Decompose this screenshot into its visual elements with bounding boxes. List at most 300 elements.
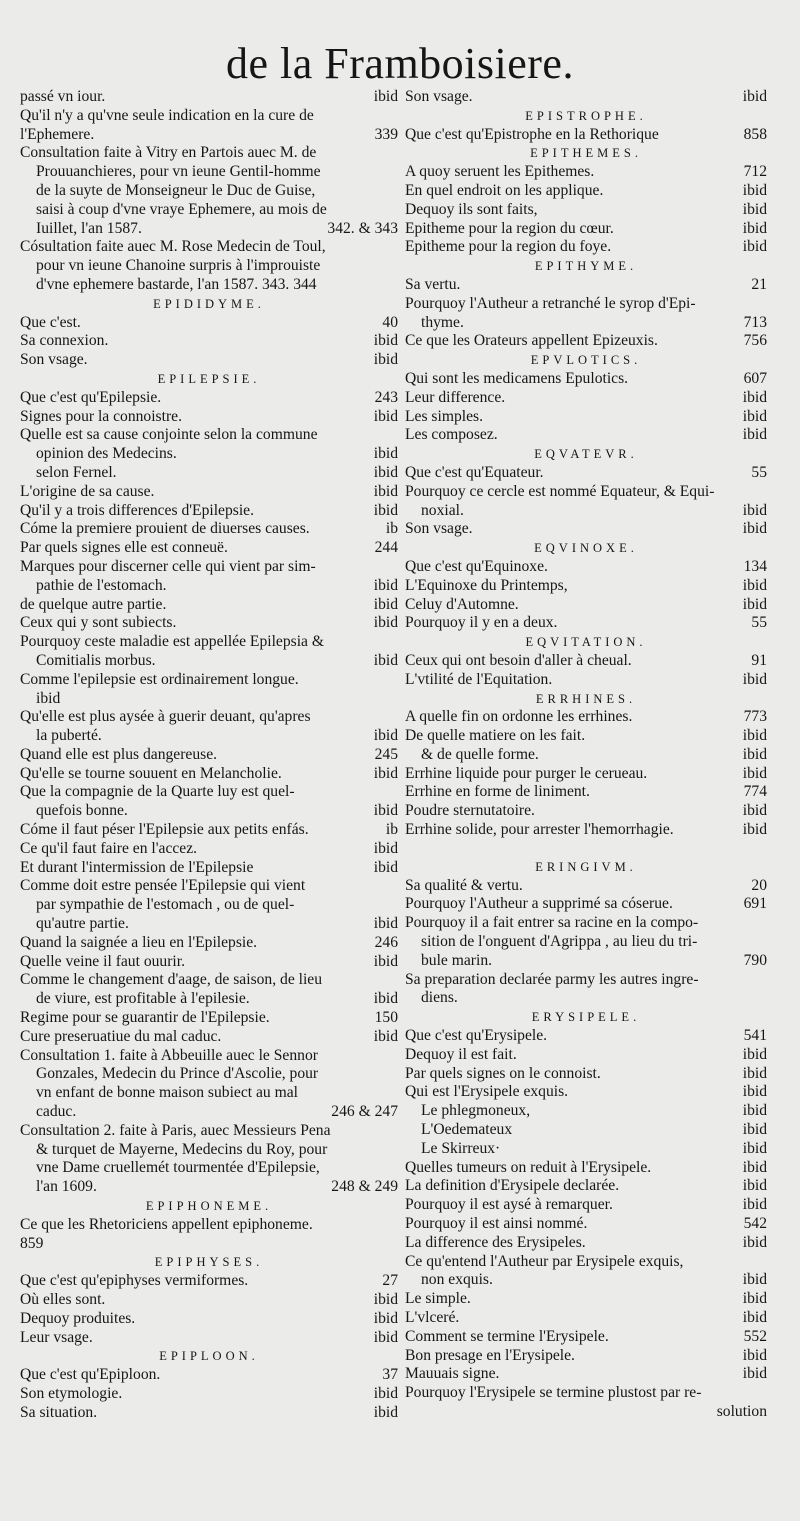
entry-continuation <box>20 577 398 596</box>
page-ref: 607 <box>743 369 767 387</box>
index-entry <box>20 840 398 859</box>
entry-text: Ce qu'il faut faire en l'accez. <box>20 839 198 857</box>
index-entry <box>405 238 767 257</box>
page-ref: ibid <box>742 501 767 519</box>
index-entry <box>405 765 767 784</box>
page-ref: ibid <box>742 388 767 406</box>
entry-continuation: & turquet de Mayerne, Medecins du Roy, pour <box>36 1140 328 1158</box>
page-ref: ibid <box>373 952 398 970</box>
page-ref: 244 <box>374 539 398 557</box>
entry-text: Epitheme pour la region du cœur. <box>405 219 614 237</box>
index-entry <box>405 821 767 840</box>
page-ref: 246 <box>374 933 398 951</box>
page-ref: ibid <box>373 839 398 857</box>
page-ref: ibid <box>373 614 398 632</box>
index-entry <box>405 389 767 408</box>
entry-text: A quelle fin on ordonne les errhines. <box>405 708 633 726</box>
entry-text: Ceux qui y sont subiects. <box>20 614 177 632</box>
entry-text: Cóme la premiere prouient de diuerses causes. <box>20 520 310 538</box>
page-ref: ibid <box>373 990 398 1008</box>
entry-text: & de quelle forme. <box>421 745 539 763</box>
index-entry <box>20 88 398 107</box>
index-entry <box>20 314 398 333</box>
index-entry <box>20 765 398 784</box>
entry-text: l'an 1609. <box>36 1178 97 1196</box>
entry-text: Où elles sont. <box>20 1291 106 1308</box>
section-heading: EPILEPSIE. <box>157 371 261 386</box>
index-entry <box>20 332 398 351</box>
index-entry <box>20 1009 398 1028</box>
index-entry <box>405 652 767 671</box>
page-ref: ibid <box>742 1121 767 1139</box>
entry-text: Son vsage. <box>405 88 473 105</box>
entry-continuation <box>20 445 398 464</box>
index-entry <box>405 295 767 314</box>
entry-text: Pourquoy il est aysé à remarquer. <box>405 1196 613 1214</box>
index-entry <box>405 1347 767 1366</box>
page-ref: 55 <box>751 463 767 481</box>
entry-text: L'vlceré. <box>405 1309 460 1326</box>
index-column-left <box>20 88 398 1423</box>
entry-text: Que c'est qu'Epistrophe en la Rethorique <box>405 125 659 143</box>
entry-continuation <box>20 220 398 239</box>
index-entry <box>20 596 398 615</box>
entry-continuation: solution <box>716 1402 767 1420</box>
page-ref: 756 <box>743 332 767 350</box>
entry-text: Errhine en forme de liniment. <box>405 783 590 801</box>
entry-text: Dequoy ils sont faits, <box>405 200 538 218</box>
entry-text: opinion des Medecins. <box>36 445 177 463</box>
entry-text: Qu'elle se tourne souuent en Melancholie. <box>20 764 282 782</box>
entry-text: Par quels signes elle est conneuë. <box>20 539 228 557</box>
page-ref: 150 <box>374 1009 398 1027</box>
index-entry <box>405 1046 767 1065</box>
page-ref: ibid <box>373 1309 398 1327</box>
entry-text: Comme doit estre pensée l'Epilepsie qui vient <box>20 877 306 895</box>
page-ref: 541 <box>743 1027 767 1045</box>
index-entry <box>405 276 767 295</box>
page-ref: 27 <box>382 1272 398 1290</box>
page-ref: 246 & 247 <box>331 1103 398 1121</box>
entry-text: Pourquoy il y en a deux. <box>405 614 558 632</box>
index-entry <box>405 783 767 802</box>
entry-text: Sa qualité & vertu. <box>405 876 523 894</box>
page-ref: 713 <box>743 313 767 331</box>
page-ref: ibid <box>742 745 767 763</box>
index-entry <box>405 1234 767 1253</box>
page-ref: 91 <box>751 651 767 669</box>
section-heading: EPIPHYSES. <box>154 1255 264 1270</box>
page-ref: 712 <box>743 163 767 181</box>
page-ref: ibid <box>742 1158 767 1176</box>
entry-continuation <box>405 952 767 971</box>
index-entry <box>20 1272 398 1291</box>
index-entry <box>20 389 398 408</box>
index-column-right <box>405 88 767 1422</box>
page-ref: ibid <box>373 1328 398 1346</box>
entry-text: Qui est l'Erysipele exquis. <box>405 1083 569 1101</box>
index-entry <box>405 1309 767 1328</box>
index-entry <box>20 558 398 577</box>
index-entry <box>405 126 767 145</box>
index-entry <box>20 144 398 163</box>
page-ref: ibid <box>742 1290 767 1308</box>
index-entry <box>405 1159 767 1178</box>
entry-text: Quand la saignée a lieu en l'Epilepsie. <box>20 933 258 951</box>
index-entry <box>20 520 398 539</box>
index-entry <box>405 1384 767 1403</box>
entry-text: Que c'est qu'Epilepsie. <box>20 388 162 406</box>
page-ref: ibid <box>373 1291 398 1308</box>
entry-text: Ceux qui ont besoin d'aller à cheual. <box>405 651 632 669</box>
page-ref: ibid <box>742 764 767 782</box>
page-ref: ibid <box>742 1346 767 1364</box>
index-entry <box>20 746 398 765</box>
page-ref: ibid <box>373 407 398 425</box>
page-ref: ibid <box>742 1233 767 1251</box>
entry-text: Regime pour se guarantir de l'Epilepsie. <box>20 1009 270 1027</box>
entry-text: Errhine liquide pour purger le cerueau. <box>405 764 648 782</box>
entry-continuation <box>405 502 767 521</box>
page-ref: 21 <box>751 275 767 293</box>
index-entry <box>20 1310 398 1329</box>
page-ref: ibid <box>742 727 767 745</box>
entry-text: Que la compagnie de la Quarte luy est quel- <box>20 783 295 801</box>
entry-continuation <box>405 1271 767 1290</box>
index-entry <box>20 1385 398 1404</box>
entry-text: caduc. <box>36 1103 77 1121</box>
entry-text: Quelle veine il faut ouurir. <box>20 952 185 970</box>
index-entry <box>405 1177 767 1196</box>
index-entry <box>405 727 767 746</box>
section-heading: EPITHYME. <box>534 259 638 274</box>
entry-text: non exquis. <box>421 1271 493 1289</box>
entry-text: De quelle matiere on les fait. <box>405 727 586 745</box>
page-ref: ibid <box>742 1102 767 1120</box>
index-entry <box>405 370 767 389</box>
entry-text: Cóme il faut péser l'Epilepsie aux petits enfás. <box>20 821 309 839</box>
entry-text: Que c'est qu'Equinoxe. <box>405 557 548 575</box>
section-heading: EPVLOTICS. <box>530 353 642 368</box>
page-ref: ibid <box>742 1177 767 1195</box>
entry-text: En quel endroit on les applique. <box>405 181 604 199</box>
section-heading: EPITHEMES. <box>530 146 642 161</box>
index-entry <box>20 483 398 502</box>
entry-continuation: de la suyte de Monseigneur le Duc de Guise, <box>36 181 316 199</box>
page-ref: ibid <box>742 1045 767 1063</box>
entry-text: Le phlegmoneux, <box>421 1102 531 1120</box>
entry-text: Qu'il y a trois differences d'Epilepsie. <box>20 501 254 519</box>
entry-continuation <box>20 802 398 821</box>
entry-text: Pourquoy il est ainsi nommé. <box>405 1215 588 1233</box>
entry-text: Pourquoy il a fait entrer sa racine en la compo- <box>405 914 699 932</box>
entry-text: Les composez. <box>405 426 498 444</box>
entry-continuation: sition de l'onguent d'Agrippa , au lieu du tri- <box>421 933 698 951</box>
index-entry <box>20 126 398 145</box>
page-ref: ibid <box>373 351 398 369</box>
entry-text: Iuillet, l'an 1587. <box>36 219 142 237</box>
entry-text: l'Ephemere. <box>20 125 95 143</box>
entry-text: pathie de l'estomach. <box>36 576 167 594</box>
entry-continuation: ibid <box>36 689 61 707</box>
entry-text: Consultation faite à Vitry en Partois auec M. de <box>20 144 317 162</box>
entry-continuation: pour vn ieune Chanoine surpris à l'improuiste <box>36 257 321 275</box>
entry-text: Le simple. <box>405 1290 471 1308</box>
entry-text: Errhine solide, pour arrester l'hemorrhagie. <box>405 821 674 839</box>
entry-text: Signes pour la connoistre. <box>20 407 182 425</box>
entry-text: Son etymologie. <box>20 1384 123 1402</box>
entry-text: Comme l'epilepsie est ordinairement longue. <box>20 670 299 688</box>
entry-text: Poudre sternutatoire. <box>405 802 535 820</box>
index-entry <box>20 1028 398 1047</box>
page-ref: ib <box>385 520 398 538</box>
entry-text: Les simples. <box>405 407 483 425</box>
entry-continuation <box>20 990 398 1009</box>
page-ref: 774 <box>743 783 767 801</box>
entry-text: Pourquoy ceste maladie est appellée Epilepsia & <box>20 633 324 651</box>
page-ref: ibid <box>742 181 767 199</box>
index-entry <box>405 1065 767 1084</box>
section-heading: EPIPLOON. <box>159 1349 259 1364</box>
entry-text: qu'autre partie. <box>36 915 129 933</box>
index-entry <box>405 614 767 633</box>
entry-continuation <box>20 915 398 934</box>
entry-continuation <box>20 652 398 671</box>
entry-text: Le Skirreux· <box>421 1139 501 1157</box>
entry-text: Qu'elle est plus aysée à guerir deuant, qu'apres <box>20 708 311 726</box>
entry-text: Dequoy il est fait. <box>405 1045 517 1063</box>
section-heading: EQVATEVR. <box>534 447 638 462</box>
entry-text: noxial. <box>421 501 464 519</box>
index-entry <box>20 877 398 896</box>
page-ref: ibid <box>742 802 767 820</box>
entry-text: Sa preparation declarée parmy les autres ingre- <box>405 970 699 988</box>
page-ref: ibid <box>373 651 398 669</box>
page-ref: 858 <box>743 125 767 143</box>
entry-text: Que c'est. <box>20 313 81 331</box>
entry-text: Bon presage en l'Erysipele. <box>405 1346 575 1364</box>
index-entry <box>405 483 767 502</box>
entry-text: de viure, est profitable à l'epilesie. <box>36 990 250 1008</box>
entry-text: La difference des Erysipeles. <box>405 1233 586 1251</box>
page-ref: ibid <box>373 1403 398 1421</box>
entry-text: selon Fernel. <box>36 463 117 481</box>
page-ref: ibid <box>742 520 767 538</box>
entry-text: bule marin. <box>421 951 493 969</box>
entry-text: Que c'est qu'epiphyses vermiformes. <box>20 1272 249 1290</box>
entry-continuation: vne Dame cruellemét tourmentée d'Epilepsie, <box>36 1159 320 1177</box>
entry-text: L'origine de sa cause. <box>20 482 155 500</box>
page-ref: ibid <box>373 88 398 105</box>
page-ref: ibid <box>742 407 767 425</box>
section-heading: ERINGIVM. <box>535 859 637 874</box>
page-ref: ibid <box>742 1365 767 1383</box>
entry-text: Comitialis morbus. <box>36 651 156 669</box>
index-entry <box>20 633 398 652</box>
page-ref: ibid <box>373 858 398 876</box>
page-ref: 691 <box>743 895 767 913</box>
index-entry <box>405 1102 767 1121</box>
page-ref: ibid <box>373 501 398 519</box>
page-ref: 37 <box>382 1366 398 1384</box>
index-entry <box>405 802 767 821</box>
entry-text: L'Equinoxe du Printemps, <box>405 576 568 594</box>
entry-continuation: 859 <box>20 1234 44 1252</box>
entry-text: Sa vertu. <box>405 275 461 293</box>
index-entry <box>20 426 398 445</box>
page-ref: ibid <box>742 426 767 444</box>
index-entry <box>405 971 767 990</box>
entry-continuation <box>20 464 398 483</box>
page-ref: ibid <box>373 576 398 594</box>
entry-text: Que c'est qu'Equateur. <box>405 463 544 481</box>
entry-continuation: vn enfant de bonne maison subiect au mal <box>36 1084 298 1102</box>
page-ref: ibid <box>373 764 398 782</box>
index-entry <box>405 671 767 690</box>
page-ref: 55 <box>751 614 767 632</box>
entry-text: Cósultation faite auec M. Rose Medecin de Toul, <box>20 238 326 256</box>
index-entry <box>405 1196 767 1215</box>
entry-continuation: diens. <box>421 989 458 1007</box>
entry-text: Quelle est sa cause conjointe selon la commune <box>20 426 318 444</box>
page-ref: 790 <box>743 951 767 969</box>
entry-continuation: Prouuanchieres, pour vn ieune Gentil-homme <box>36 163 321 181</box>
entry-continuation <box>20 727 398 746</box>
section-heading: EPISTROPHE. <box>525 108 647 123</box>
index-entry <box>20 821 398 840</box>
section-heading: EQVINOXE. <box>534 541 638 556</box>
entry-text: Epitheme pour la region du foye. <box>405 238 612 256</box>
entry-text: de quelque autre partie. <box>20 595 167 613</box>
page-ref: ibid <box>742 200 767 218</box>
index-entry <box>20 783 398 802</box>
entry-continuation <box>405 314 767 333</box>
index-entry <box>20 408 398 427</box>
entry-text: Que c'est qu'Erysipele. <box>405 1027 548 1045</box>
entry-text: Ce que les Orateurs appellent Epizeuxis. <box>405 332 658 350</box>
index-entry <box>20 953 398 972</box>
entry-text: Comment se termine l'Erysipele. <box>405 1327 609 1345</box>
index-entry <box>20 971 398 990</box>
entry-text: Qui sont les medicamens Epulotics. <box>405 369 629 387</box>
entry-text: A quoy seruent les Epithemes. <box>405 163 595 181</box>
page-ref: ibid <box>742 1271 767 1289</box>
index-entry <box>405 201 767 220</box>
index-entry <box>405 464 767 483</box>
index-entry <box>405 163 767 182</box>
entry-text: Pourquoy l'Autheur a retranché le syrop d'Epi- <box>405 294 696 312</box>
entry-text: Quelles tumeurs on reduit à l'Erysipele. <box>405 1158 652 1176</box>
entry-text: Consultation 1. faite à Abbeuille auec le Sennor <box>20 1046 318 1064</box>
index-entry <box>20 539 398 558</box>
section-heading: EPIPHONEME. <box>145 1199 273 1214</box>
section-heading: EPIDIDYME. <box>153 296 265 311</box>
index-entry <box>405 332 767 351</box>
index-entry <box>405 877 767 896</box>
entry-text: Quand elle est plus dangereuse. <box>20 745 218 763</box>
page-ref: 542 <box>743 1215 767 1233</box>
index-entry <box>405 1290 767 1309</box>
page-ref: ibid <box>742 821 767 839</box>
index-entry <box>20 1366 398 1385</box>
page-ref: ibid <box>742 219 767 237</box>
entry-text: L'Oedemateux <box>421 1121 513 1139</box>
entry-continuation: saisi à coup d'vne vraye Ephemere, au mois de <box>36 200 327 218</box>
index-entry <box>405 426 767 445</box>
entry-text: Son vsage. <box>20 351 88 369</box>
index-entry <box>20 238 398 257</box>
index-entry <box>20 708 398 727</box>
section-heading: ERRHINES. <box>535 691 637 706</box>
index-entry <box>20 502 398 521</box>
entry-text: Mauuais signe. <box>405 1365 500 1383</box>
entry-text: Marques pour discerner celle qui vient par sim- <box>20 557 316 575</box>
section-heading: EQVITATION. <box>525 635 647 650</box>
page-ref: 20 <box>751 876 767 894</box>
page-ref: 342. & 343 <box>327 219 398 237</box>
entry-text: Qu'il n'y a qu'vne seule indication en la cure de <box>20 106 314 124</box>
entry-text: Pourquoy l'Erysipele se termine plustost par re- <box>405 1384 702 1402</box>
index-entry <box>405 1215 767 1234</box>
index-entry <box>405 520 767 539</box>
index-entry <box>405 577 767 596</box>
page-ref: 552 <box>743 1327 767 1345</box>
index-entry <box>20 107 398 126</box>
page-ref: ibid <box>742 1196 767 1214</box>
entry-text: Comme le changement d'aage, de saison, de lieu <box>20 971 323 989</box>
index-entry <box>405 408 767 427</box>
page-ref: ibid <box>742 1083 767 1101</box>
entry-continuation: par sympathie de l'estomach , ou de quel- <box>36 896 295 914</box>
index-entry <box>20 1047 398 1066</box>
page-ref: ibid <box>373 332 398 350</box>
index-entry <box>20 1404 398 1423</box>
index-entry <box>405 1083 767 1102</box>
index-entry <box>405 88 767 107</box>
page-ref: ibid <box>373 1027 398 1045</box>
index-entry <box>20 934 398 953</box>
index-entry <box>405 1328 767 1347</box>
entry-text: Pourquoy l'Autheur a supprimé sa cóserue. <box>405 895 673 913</box>
index-entry <box>405 558 767 577</box>
page-ref: ibid <box>742 1064 767 1082</box>
entry-text: la puberté. <box>36 727 102 745</box>
index-entry <box>405 1140 767 1159</box>
entry-text: quefois bonne. <box>36 802 128 820</box>
index-entry <box>20 1122 398 1141</box>
page-ref: ibid <box>373 445 398 463</box>
entry-text: Leur vsage. <box>20 1328 93 1346</box>
page-ref: 245 <box>374 745 398 763</box>
page-ref: ibid <box>742 1139 767 1157</box>
page-ref: ibid <box>373 727 398 745</box>
index-entry <box>20 859 398 878</box>
page-ref: ibid <box>742 238 767 256</box>
index-entry <box>20 1329 398 1348</box>
index-entry <box>405 596 767 615</box>
page-ref: ibid <box>742 576 767 594</box>
page-ref: ibid <box>742 595 767 613</box>
spacer <box>405 840 767 858</box>
index-entry <box>405 914 767 933</box>
section-heading: ERYSIPELE. <box>531 1010 641 1025</box>
entry-text: Ce qu'entend l'Autheur par Erysipele exquis, <box>405 1252 684 1270</box>
index-entry <box>20 351 398 370</box>
index-entry <box>405 746 767 765</box>
page-ref: ibid <box>373 463 398 481</box>
entry-text: passé vn iour. <box>20 88 106 105</box>
index-entry <box>405 1027 767 1046</box>
